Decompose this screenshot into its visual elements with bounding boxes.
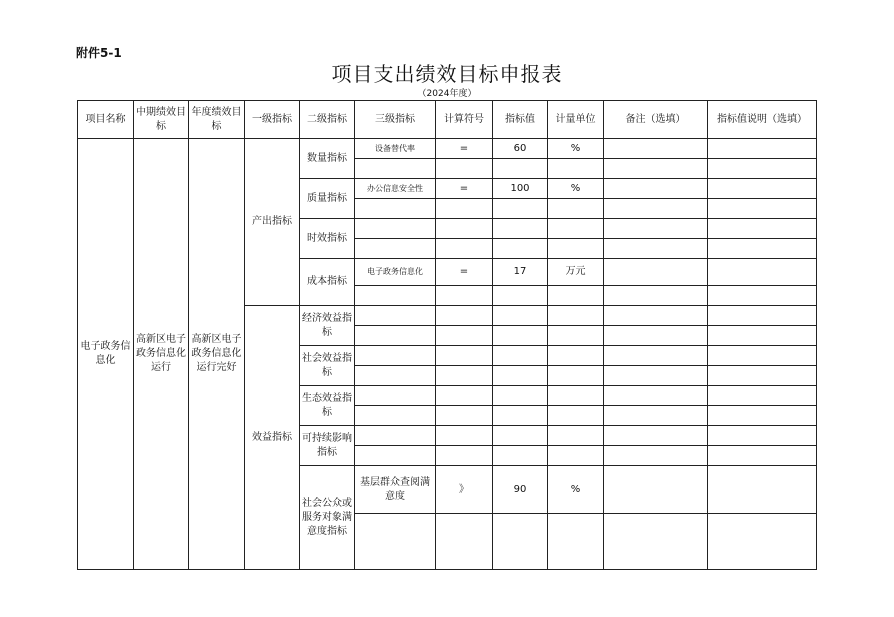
- remark-cell: [604, 466, 708, 514]
- indicator-unit: %: [548, 466, 604, 514]
- remark-cell: [604, 199, 708, 219]
- indicator-unit: [548, 446, 604, 466]
- remark-cell: [604, 286, 708, 306]
- description-cell: [708, 139, 817, 159]
- indicator-unit: [548, 366, 604, 386]
- description-cell: [708, 366, 817, 386]
- indicator-unit: [548, 239, 604, 259]
- indicator-value: 90: [493, 466, 548, 514]
- indicator-operator: [436, 346, 493, 366]
- indicator-operator: [436, 366, 493, 386]
- indicator-operator: [436, 199, 493, 219]
- level2-sustainable: 可持续影响指标: [300, 426, 355, 466]
- remark-cell: [604, 239, 708, 259]
- description-cell: [708, 159, 817, 179]
- indicator-value: [493, 386, 548, 406]
- remark-cell: [604, 406, 708, 426]
- indicator-value: [493, 159, 548, 179]
- indicator-operator: [436, 219, 493, 239]
- year-label: （2024年度）: [417, 89, 477, 99]
- indicator-value: [493, 286, 548, 306]
- level2-timeliness: 时效指标: [300, 219, 355, 259]
- indicator-name: 设备替代率: [355, 139, 436, 159]
- remark-cell: [604, 366, 708, 386]
- indicator-name: [355, 514, 436, 570]
- indicator-operator: 》: [436, 466, 493, 514]
- indicator-name: [355, 306, 436, 326]
- indicator-value: [493, 326, 548, 346]
- remark-cell: [604, 426, 708, 446]
- header-level2: 二级指标: [300, 101, 355, 139]
- indicator-value: [493, 366, 548, 386]
- indicator-unit: [548, 199, 604, 219]
- indicator-unit: [548, 219, 604, 239]
- indicator-unit: [548, 346, 604, 366]
- description-cell: [708, 326, 817, 346]
- indicator-unit: [548, 326, 604, 346]
- indicator-name: [355, 199, 436, 219]
- indicator-unit: [548, 426, 604, 446]
- page-title: 项目支出绩效目标申报表: [331, 62, 563, 86]
- attachment-label: 附件5-1: [76, 46, 122, 60]
- header-project-name: 项目名称: [78, 101, 134, 139]
- remark-cell: [604, 514, 708, 570]
- indicator-value: [493, 514, 548, 570]
- indicator-operator: =: [436, 139, 493, 159]
- indicator-name: 基层群众查阅满意度: [355, 466, 436, 514]
- indicator-unit: [548, 406, 604, 426]
- description-cell: [708, 306, 817, 326]
- description-cell: [708, 466, 817, 514]
- annual-goal-cell: 高新区电子政务信息化运行完好: [189, 139, 245, 570]
- header-remark: 备注（选填）: [604, 101, 708, 139]
- description-cell: [708, 514, 817, 570]
- level2-satisfaction: 社会公众或服务对象满意度指标: [300, 466, 355, 570]
- header-annual-goal: 年度绩效目标: [189, 101, 245, 139]
- indicator-name: [355, 286, 436, 306]
- indicator-name: [355, 326, 436, 346]
- header-unit: 计量单位: [548, 101, 604, 139]
- level1-benefit: 效益指标: [245, 306, 300, 570]
- indicator-unit: [548, 306, 604, 326]
- header-level1: 一级指标: [245, 101, 300, 139]
- level2-quantity: 数量指标: [300, 139, 355, 179]
- mid-term-goal-cell: 高新区电子政务信息化运行: [134, 139, 189, 570]
- header-mid-term-goal: 中期绩效目标: [134, 101, 189, 139]
- indicator-name: [355, 386, 436, 406]
- indicator-value: [493, 346, 548, 366]
- description-cell: [708, 406, 817, 426]
- remark-cell: [604, 306, 708, 326]
- indicator-unit: [548, 386, 604, 406]
- indicator-value: [493, 406, 548, 426]
- remark-cell: [604, 259, 708, 286]
- indicator-unit: 万元: [548, 259, 604, 286]
- indicator-value: [493, 199, 548, 219]
- indicator-operator: [436, 306, 493, 326]
- remark-cell: [604, 159, 708, 179]
- indicator-value: 17: [493, 259, 548, 286]
- level2-cost: 成本指标: [300, 259, 355, 306]
- indicator-name: [355, 346, 436, 366]
- description-cell: [708, 259, 817, 286]
- indicator-unit: %: [548, 179, 604, 199]
- description-cell: [708, 219, 817, 239]
- description-cell: [708, 346, 817, 366]
- description-cell: [708, 426, 817, 446]
- indicator-operator: [436, 406, 493, 426]
- indicator-name: [355, 446, 436, 466]
- level2-economic: 经济效益指标: [300, 306, 355, 346]
- description-cell: [708, 239, 817, 259]
- indicator-value: [493, 446, 548, 466]
- indicator-operator: [436, 239, 493, 259]
- indicator-operator: [436, 386, 493, 406]
- level2-ecological: 生态效益指标: [300, 386, 355, 426]
- performance-target-table: [77, 100, 817, 570]
- indicator-name: [355, 366, 436, 386]
- indicator-unit: [548, 286, 604, 306]
- indicator-operator: =: [436, 259, 493, 286]
- description-cell: [708, 179, 817, 199]
- header-description: 指标值说明（选填）: [708, 101, 817, 139]
- indicator-name: [355, 426, 436, 446]
- description-cell: [708, 386, 817, 406]
- header-operator: 计算符号: [436, 101, 493, 139]
- indicator-value: [493, 306, 548, 326]
- remark-cell: [604, 139, 708, 159]
- indicator-name: 办公信息安全性: [355, 179, 436, 199]
- description-cell: [708, 286, 817, 306]
- indicator-value: [493, 426, 548, 446]
- project-name-cell: 电子政务信息化: [78, 139, 134, 570]
- indicator-operator: [436, 446, 493, 466]
- indicator-operator: [436, 159, 493, 179]
- remark-cell: [604, 346, 708, 366]
- indicator-operator: [436, 426, 493, 446]
- remark-cell: [604, 446, 708, 466]
- indicator-unit: [548, 514, 604, 570]
- indicator-name: [355, 219, 436, 239]
- indicator-operator: [436, 326, 493, 346]
- indicator-value: 100: [493, 179, 548, 199]
- indicator-operator: [436, 286, 493, 306]
- header-row: [78, 101, 817, 139]
- header-level3: 三级指标: [355, 101, 436, 139]
- indicator-name: [355, 239, 436, 259]
- level2-social: 社会效益指标: [300, 346, 355, 386]
- table-row: [78, 139, 817, 159]
- remark-cell: [604, 219, 708, 239]
- description-cell: [708, 446, 817, 466]
- remark-cell: [604, 326, 708, 346]
- remark-cell: [604, 386, 708, 406]
- remark-cell: [604, 179, 708, 199]
- indicator-value: [493, 219, 548, 239]
- indicator-operator: [436, 514, 493, 570]
- indicator-name: [355, 406, 436, 426]
- indicator-unit: [548, 159, 604, 179]
- indicator-name: [355, 159, 436, 179]
- indicator-operator: =: [436, 179, 493, 199]
- indicator-value: 60: [493, 139, 548, 159]
- indicator-unit: %: [548, 139, 604, 159]
- description-cell: [708, 199, 817, 219]
- indicator-name: 电子政务信息化: [355, 259, 436, 286]
- level1-output: 产出指标: [245, 139, 300, 306]
- header-value: 指标值: [493, 101, 548, 139]
- level2-quality: 质量指标: [300, 179, 355, 219]
- indicator-value: [493, 239, 548, 259]
